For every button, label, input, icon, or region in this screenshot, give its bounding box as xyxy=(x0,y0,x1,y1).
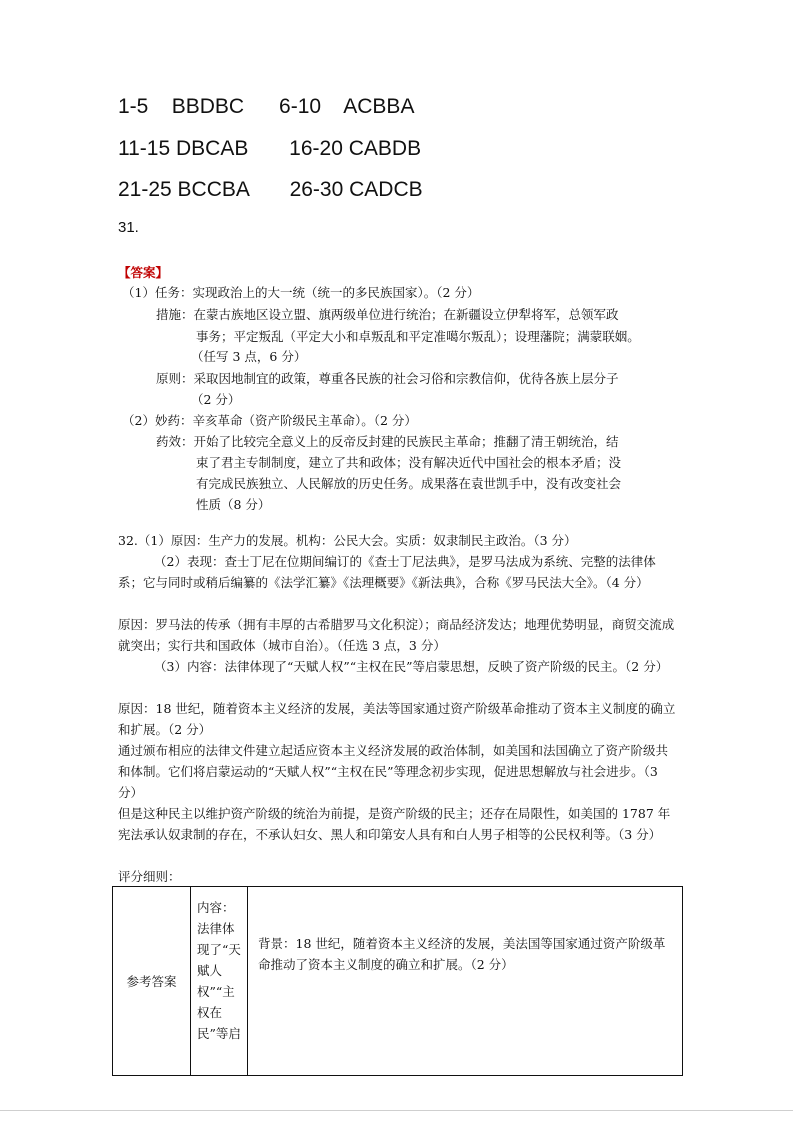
table-cell-content: 内容：法律体现了“天赋人权”“主权在民”等启 xyxy=(191,887,248,1076)
q31-line: 措施：在蒙古族地区设立盟、旗两级单位进行统治；在新疆设立伊犁将军，总领军政 xyxy=(156,307,619,322)
q31-line: 有完成民族独立、人民解放的历史任务。成果落在袁世凯手中，没有改变社会 xyxy=(196,476,622,491)
scoring-details-label: 评分细则： xyxy=(118,869,181,884)
q32-paragraph-4: （3）内容：法律体现了“天赋人权”“主权在民”等启蒙思想，反映了资产阶级的民主。（2 分） xyxy=(154,659,669,674)
page-bottom-divider xyxy=(0,1110,793,1111)
question-31-number: 31. xyxy=(118,219,139,236)
q31-line: （2 分） xyxy=(191,392,241,407)
q32-paragraph-7: 但是这种民主以维护资产阶级的统治为前提，是资产阶级的民主；还存在局限性，如美国的 1787 年宪法承认奴隶制的存在，不承认妇女、黑人和印第安人具有和白人男子相等的公民权利等。（3 分） xyxy=(118,806,671,842)
q31-line: （1）任务：实现政治上的大一统（统一的多民族国家）。（2 分） xyxy=(122,285,480,300)
q31-line: 药效：开始了比较完全意义上的反帝反封建的民族民主革命；推翻了清王朝统治，结 xyxy=(156,434,619,449)
q31-line: 性质（8 分） xyxy=(196,497,271,512)
table-cell-reference-answer: 参考答案 xyxy=(113,887,191,1076)
mc-answer-line-1: 1-5 BBDBC 6-10 ACBBA xyxy=(118,95,415,118)
scoring-table xyxy=(112,886,683,1076)
mc-answer-line-3: 21-25 BCCBA 26-30 CADCB xyxy=(118,178,423,201)
q32-paragraph-2: （2）表现：查士丁尼在位期间编订的《查士丁尼法典》，是罗马法成为系统、完整的法律体系；它与同时或稍后编纂的《法学汇纂》《法理概要》《新法典》，合称《罗马民法大全》。（4 分） xyxy=(118,554,656,590)
answer-label: 【答案】 xyxy=(118,265,169,280)
q31-line: （2）妙药：辛亥革命（资产阶级民主革命）。（2 分） xyxy=(122,413,417,428)
q32-paragraph-3: 原因：罗马法的传承（拥有丰厚的古希腊罗马文化积淀）；商品经济发达；地理优势明显，商贸交流成就突出；实行共和国政体（城市自治）。（任选 3 点，3 分） xyxy=(118,617,675,653)
q31-line: 事务；平定叛乱（平定大小和卓叛乱和平定准噶尔叛乱）；设理藩院；满蒙联姻。 xyxy=(196,329,640,344)
q32-paragraph-5: 原因：18 世纪，随着资本主义经济的发展，美法等国家通过资产阶级革命推动了资本主义制度的确立和扩展。（2 分） xyxy=(118,701,676,737)
q32-paragraph-6: 通过颁布相应的法律文件建立起适应资本主义经济发展的政治体制，如美国和法国确立了资产阶级共和体制。它们将启蒙运动的“天赋人权”“主权在民”等理念初步实现，促进思想解放与社会进步。（3 分） xyxy=(118,743,669,800)
mc-answer-line-2: 11-15 DBCAB 16-20 CABDB xyxy=(118,137,422,160)
q31-line: 束了君主专制制度，建立了共和政体；没有解决近代中国社会的根本矛盾；没 xyxy=(196,455,622,470)
q32-paragraph-1: 32.（1）原因：生产力的发展。机构：公民大会。实质：奴隶制民主政治。（3 分） xyxy=(118,533,577,548)
table-cell-background: 背景：18 世纪，随着资本主义经济的发展，美法国等国家通过资产阶级革命推动了资本主义制度的确立和扩展。（2 分） xyxy=(248,887,683,1076)
table-row xyxy=(113,887,683,1076)
q31-line: （任写 3 点，6 分） xyxy=(191,349,307,364)
q31-line: 原则：采取因地制宜的政策，尊重各民族的社会习俗和宗教信仰，优待各族上层分子 xyxy=(156,371,619,386)
